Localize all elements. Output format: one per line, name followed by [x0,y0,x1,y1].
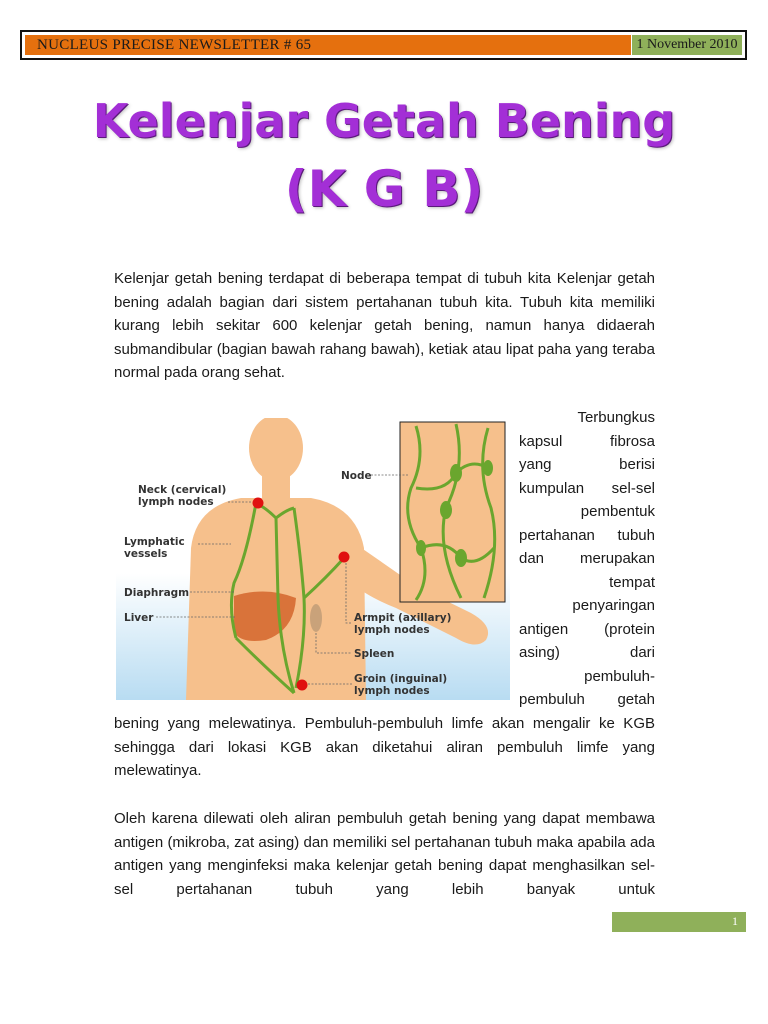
side-line: tempat [609,573,655,591]
side-line: pertahanan tubuh [519,526,655,544]
spleen-shape [310,604,322,632]
page-footer [612,912,746,932]
neck-node-icon [253,498,264,509]
label-node: Node [341,470,372,482]
lymph-system-illustration [116,418,510,700]
armpit-node-icon [339,552,350,563]
continuation-paragraph: bening yang melewatinya. Pembuluh-pembuluh limfe akan mengalir ke KGB sehingga dari lokasi KGB akan diketahui aliran pembuluh limfe yang melewatinya. [114,715,655,779]
newsletter-name: NUCLEUS PRECISE NEWSLETTER # 65 [25,35,631,55]
side-line: pembentuk [580,503,655,520]
side-line: antigen (protein [519,620,655,638]
side-line: asing) dari [519,644,655,661]
newsletter-header [20,30,747,60]
label-groin-2: lymph nodes [354,685,430,697]
label-neck-2: lymph nodes [138,496,214,508]
node-closeup-inset [400,422,505,602]
label-armpit: Armpit (axillary) [354,612,452,624]
side-line: penyaringan [572,597,655,614]
side-line: kapsul fibrosa [519,432,655,450]
page-title-line1: Kelenjar Getah Bening [92,94,676,148]
antigen-paragraph: Oleh karena dilewati oleh aliran pembuluh getah bening yang dapat membawa antigen (mikroba, zat asing) dan memiliki sel pertahanan tubuh maka apabila ada antigen yang menginfeksi maka kelenjar getah bening dapat menghasilkan sel-sel pertahanan tubuh yang lebih banyak untuk [114,810,655,898]
side-line: Terbungkus [577,409,655,426]
newsletter-date: 1 November 2010 [632,35,742,55]
label-lymphatic-2: vessels [124,548,168,560]
side-line: yang berisi [519,456,655,473]
side-line: pembuluh getah [519,691,655,708]
side-line: dan merupakan [519,550,655,567]
side-line: pembuluh- [584,667,655,685]
label-liver: Liver [124,612,154,624]
page-title-line2: (K G B) [284,160,484,218]
label-groin: Groin (inguinal) [354,673,448,685]
label-lymphatic: Lymphatic [124,536,185,548]
label-armpit-2: lymph nodes [354,624,430,636]
side-paragraph [519,406,655,712]
groin-node-icon [297,680,308,691]
label-diaphragm: Diaphragm [124,587,190,599]
page-number: 1 [732,914,738,928]
label-spleen: Spleen [354,648,395,660]
side-line: kumpulan sel-sel [519,479,655,497]
intro-paragraph: Kelenjar getah bening terdapat di beberapa tempat di tubuh kita Kelenjar getah bening adalah bagian dari sistem pertahanan tubuh kita. Tubuh kita memiliki kurang lebih sekitar 600 kelenjar getah bening, namun hanya didaerah submandibular (bagian bawah rahang bawah), ketiak atau lipat paha yang teraba normal pada orang sehat. [114,270,655,381]
label-neck: Neck (cervical) [138,484,227,496]
